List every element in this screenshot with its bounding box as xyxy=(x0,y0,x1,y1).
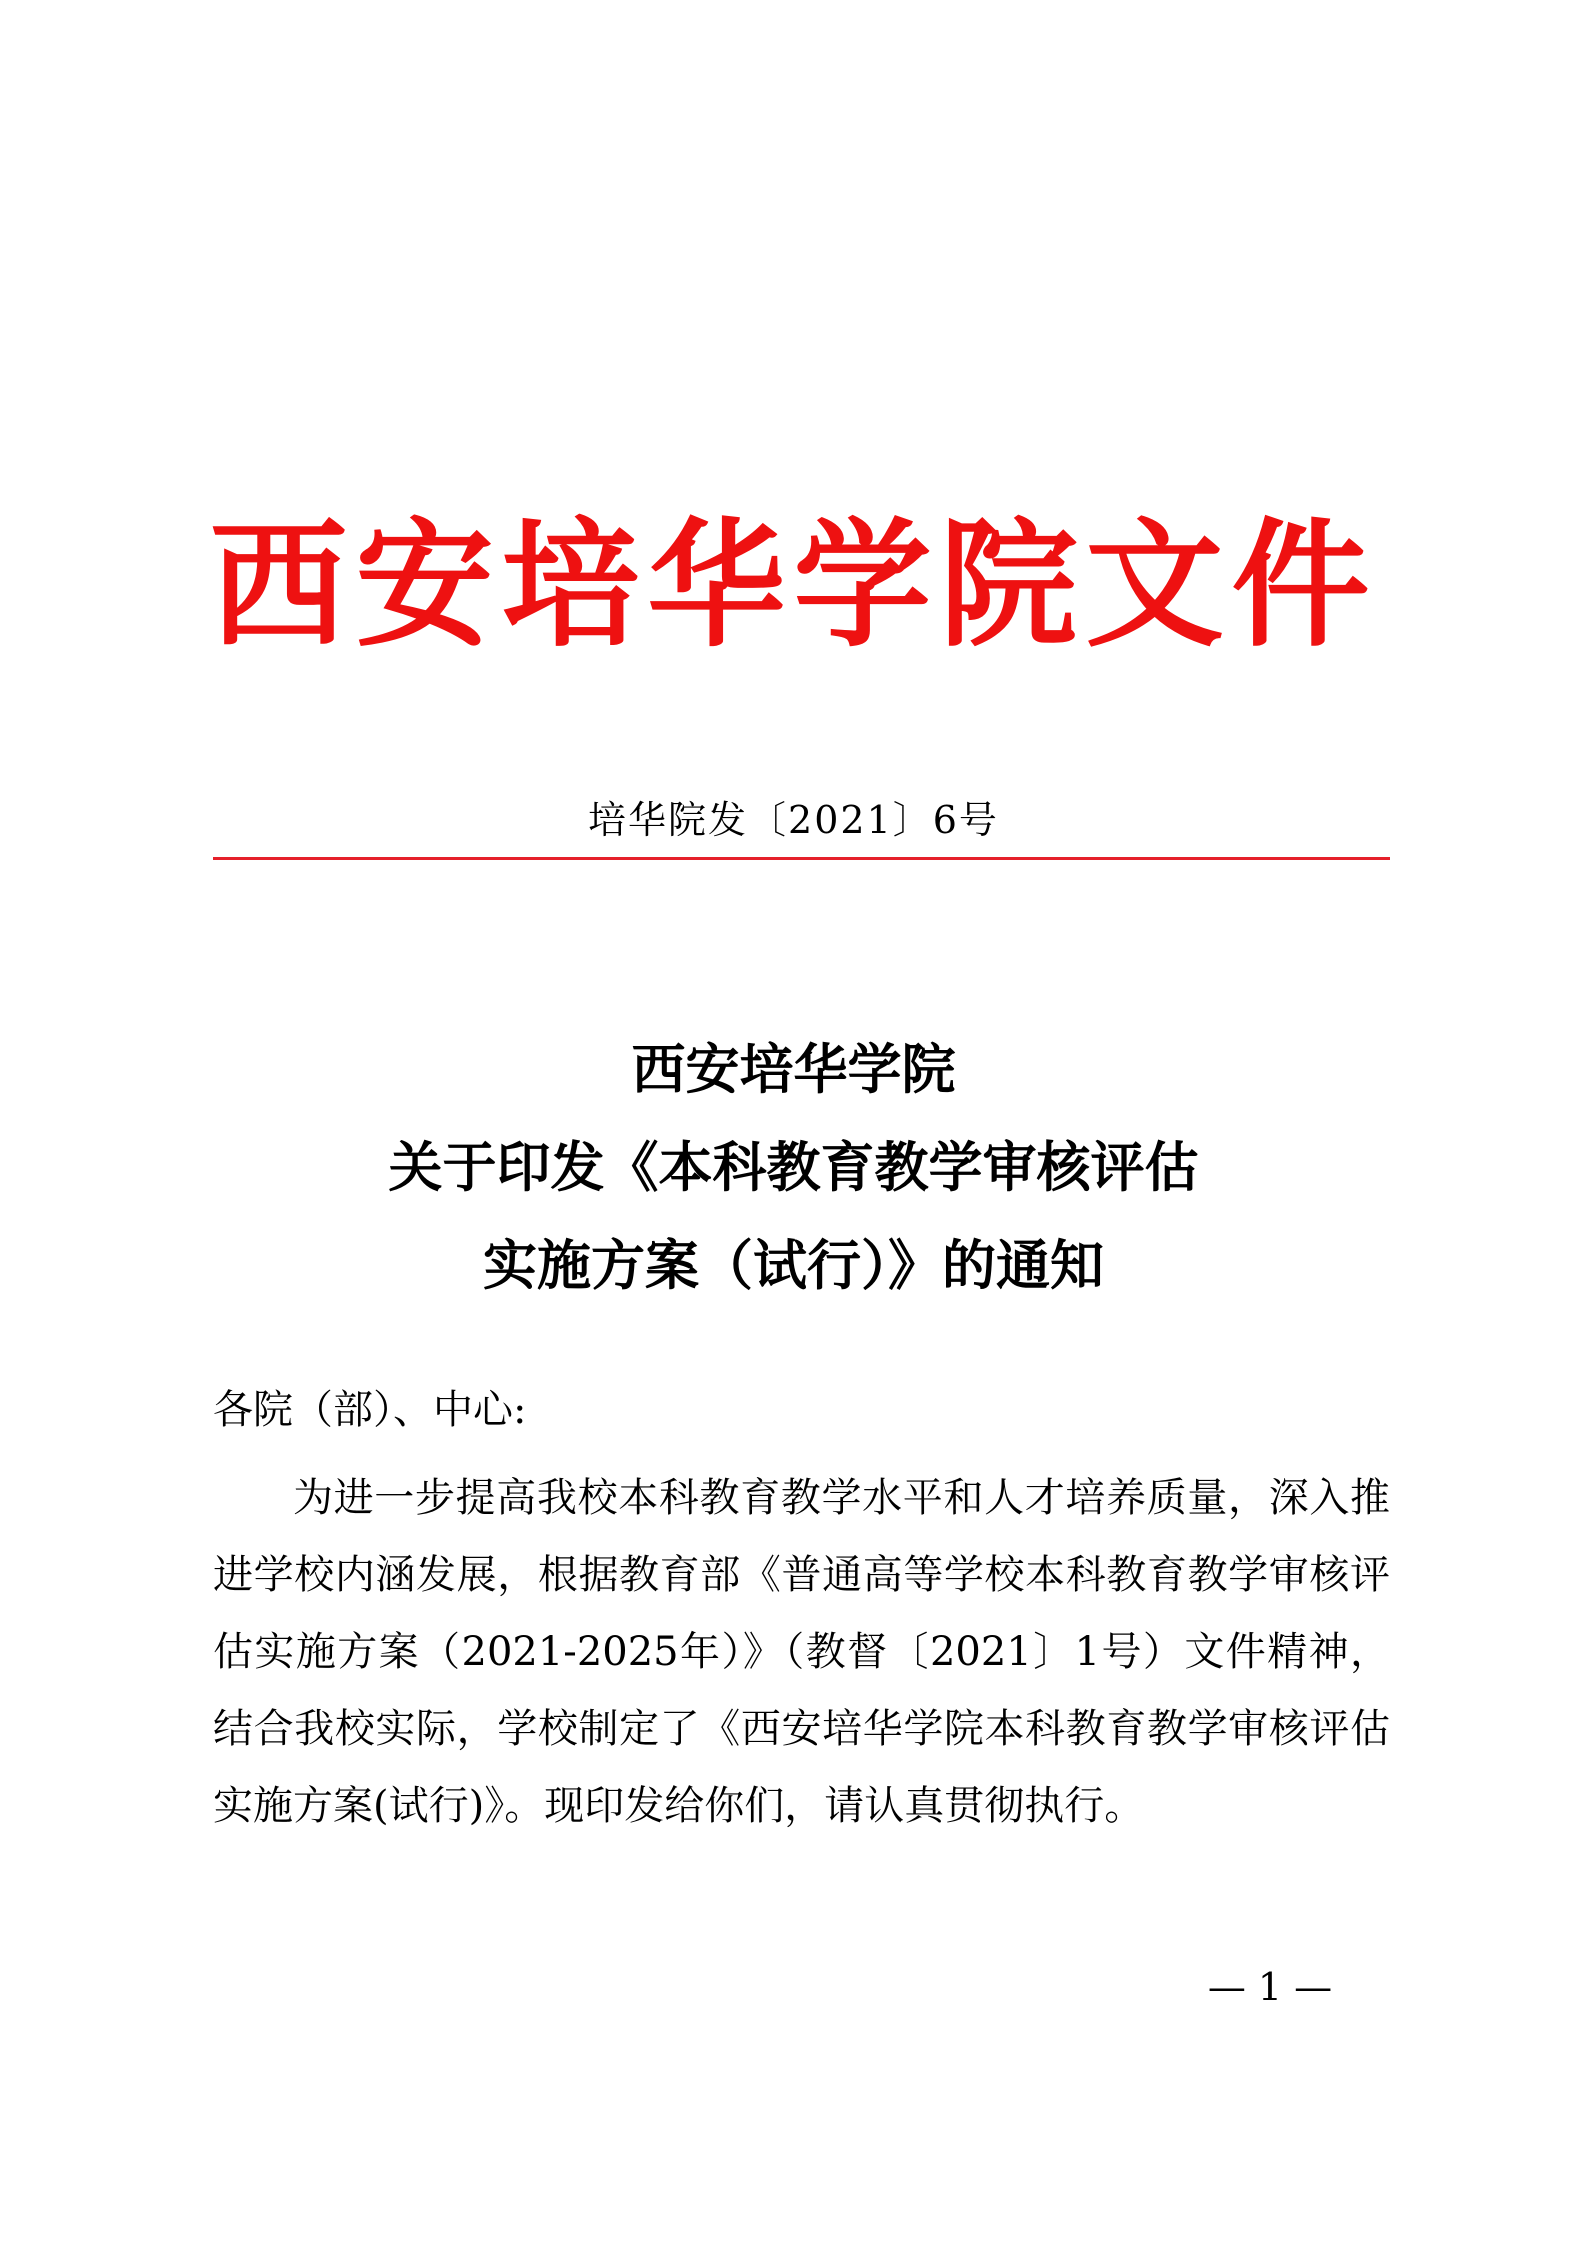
document-masthead: 西安培华学院文件 xyxy=(209,503,1378,666)
notice-title xyxy=(0,1020,1587,1314)
salutation: 各院（部）、中心: xyxy=(213,1387,527,1433)
document-number: 培华院发〔2021〕6号 xyxy=(588,798,999,842)
page-number: — 1 — xyxy=(1207,1965,1333,2009)
title-line-2: 关于印发《本科教育教学审核评估 xyxy=(388,1135,1199,1199)
red-divider-line xyxy=(213,857,1390,860)
title-line-3: 实施方案（试行）》的通知 xyxy=(483,1233,1104,1297)
body-paragraph: 为进一步提高我校本科教育教学水平和人才培养质量，深入推进学校内涵发展，根据教育部《普通高等学校本科教育教学审核评估实施方案（2021-2025年）》（教督〔2021〕1号）文件精神，结合我校实际，学校制定了《西安培华学院本科教育教学审核评估实施方案(试行)》。现印发给你们，请认真贯彻执行。 xyxy=(213,1475,1390,1829)
title-line-1: 西安培华学院 xyxy=(631,1037,956,1101)
